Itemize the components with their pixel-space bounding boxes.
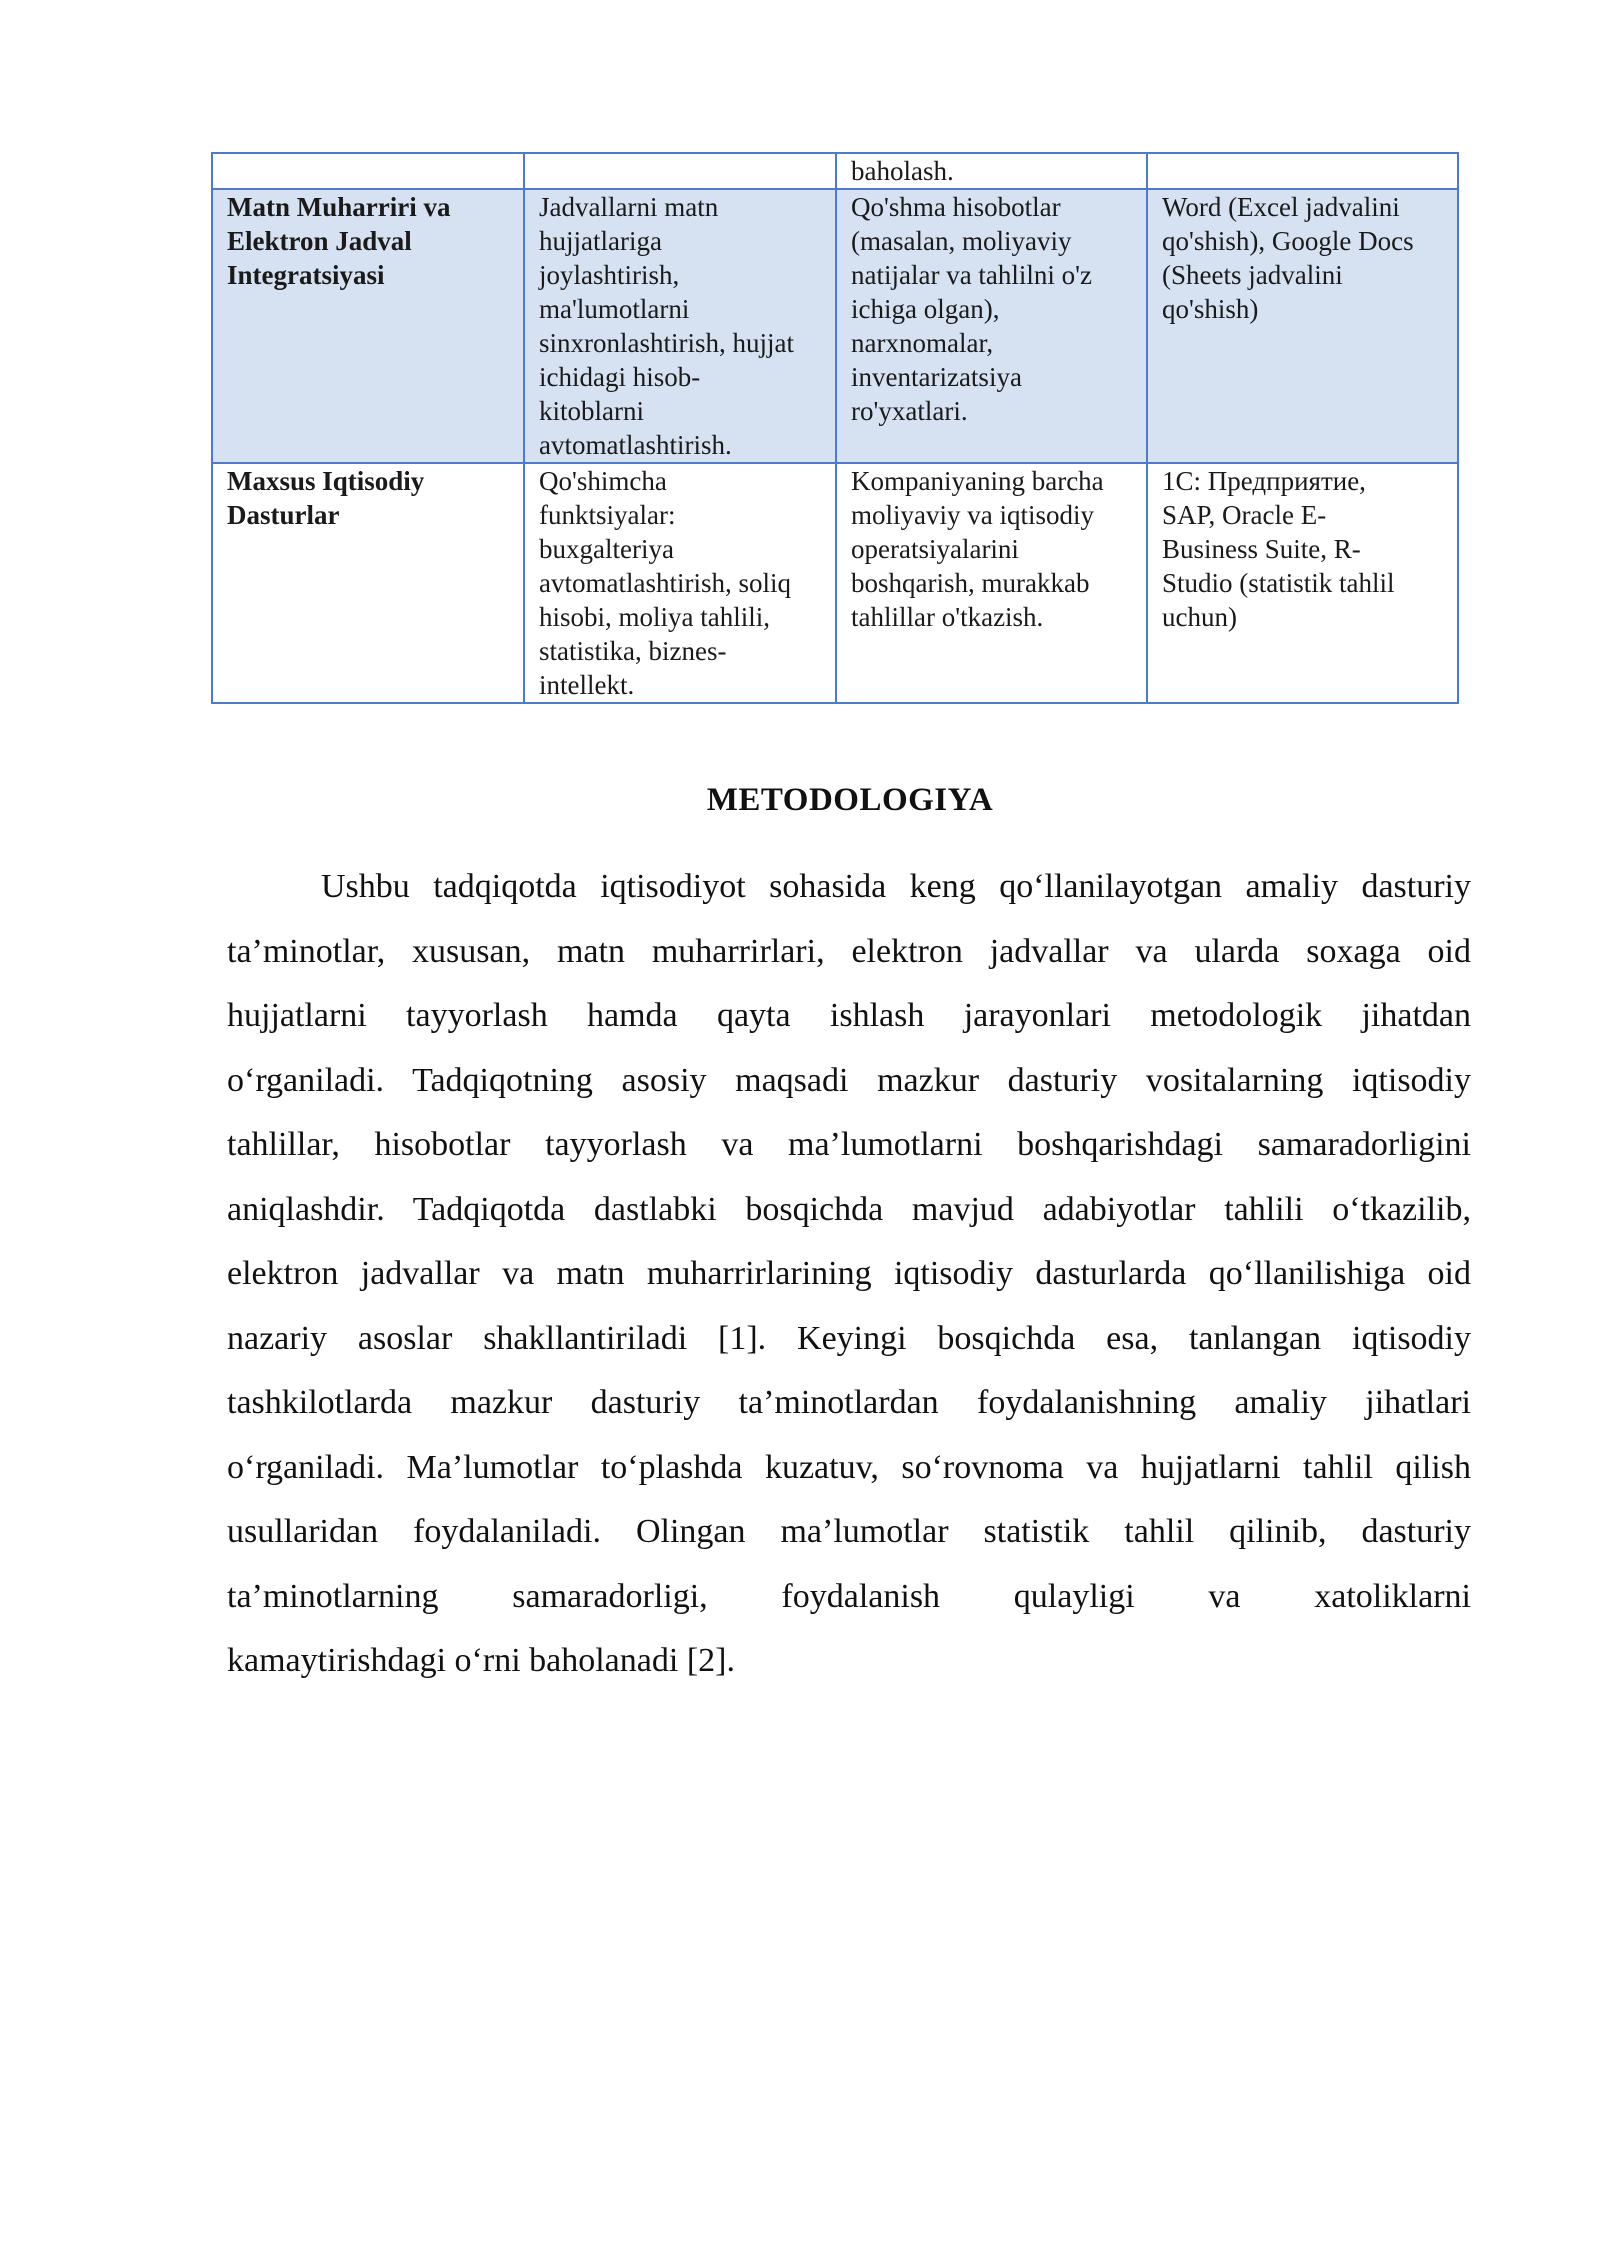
cell-text-line: Matn Muharriri va [227,192,451,222]
paragraph-line: o‘rganiladi. Ma’lumotlar to‘plashda kuzatuv, so‘rovnoma va hujjatlarni tahlil qilish [227,1448,1471,1486]
table-cell-category [212,463,524,703]
paragraph-line: usullaridan foydalaniladi. Olingan ma’lumotlar statistik tahlil qilinib, dasturiy [227,1513,1471,1550]
cell-text-line: avtomatlashtirish. [539,430,732,460]
cell-text-line: sinxronlashtirish, hujjat [539,328,794,358]
cell-text-line: 1C: Предприятие, [1162,466,1366,496]
cell-text-line: Maxsus Iqtisodiy [227,466,425,496]
paragraph-line: hujjatlarni tayyorlash hamda qayta ishlash jarayonlari metodologik jihatdan [227,997,1471,1034]
cell-text-line: uchun) [1162,602,1237,632]
table-cell [836,153,1147,189]
cell-text-line: qo'shish) [1162,294,1259,324]
cell-text-line: SAP, Oracle E- [1162,500,1327,530]
cell-text-line: qo'shish), Google Docs [1162,226,1414,256]
cell-text-line: ichidagi hisob- [539,362,701,392]
cell-text-line: moliyaviy va iqtisodiy [851,500,1094,530]
table-cell [836,189,1147,463]
cell-text-line: Qo'shimcha [539,466,667,496]
cell-text-line: ichiga olgan), [851,294,1000,324]
paragraph-line: elektron jadvallar va matn muharrirlarining iqtisodiy dasturlarda qo‘llanilishiga oid [227,1255,1471,1292]
cell-text-line: (Sheets jadvalini [1162,260,1343,290]
paragraph-line: nazariy asoslar shakllantiriladi [1]. Keyingi bosqichda esa, tanlangan iqtisodiy [227,1319,1471,1357]
table-cell [1147,463,1458,703]
paragraph-line: tahlillar, hisobotlar tayyorlash va ma’lumotlarni boshqarishdagi samaradorligini [227,1126,1471,1163]
table-row [212,189,1458,463]
cell-text-line: Dasturlar [227,500,340,530]
cell-text-line: Word (Excel jadvalini [1162,192,1400,222]
paragraph-line: tashkilotlarda mazkur dasturiy ta’minotlardan foydalanishning amaliy jihatlari [227,1384,1471,1421]
table-cell [524,463,836,703]
cell-text-line: kitoblarni [539,396,644,426]
methodology-paragraph [227,859,1471,1698]
cell-text-line: ro'yxatlari. [851,396,968,426]
paragraph-line: ta’minotlarning samaradorligi, foydalanish qulayligi va xatoliklarni [227,1577,1471,1615]
cell-text-line: Elektron Jadval [227,226,412,256]
cell-text-line: (masalan, moliyaviy [851,226,1072,256]
cell-text-line: operatsiyalarini [851,534,1019,564]
paragraph-line: aniqlashdir. Tadqiqotda dastlabki bosqichda mavjud adabiyotlar tahlili o‘tkazilib, [227,1190,1471,1228]
table-cell [1147,153,1458,189]
cell-text-line: hujjatlariga [539,226,662,256]
cell-text-line: buxgalteriya [539,534,674,564]
cell-text-line: baholash. [851,156,954,186]
section-heading: METODOLOGIYA [706,782,994,818]
cell-text-line: hisobi, moliya tahlili, [539,602,770,632]
cell-text-line: Jadvallarni matn [539,192,719,222]
table-cell-category [212,189,524,463]
cell-text-line: tahlillar o'tkazish. [851,602,1044,632]
cell-text-line: Kompaniyaning barcha [851,466,1104,496]
cell-text-line: boshqarish, murakkab [851,568,1090,598]
table-cell [836,463,1147,703]
paragraph-line: kamaytirishdagi o‘rni baholanadi [2]. [227,1642,735,1679]
cell-text-line: statistika, biznes- [539,636,727,666]
paragraph-line: Ushbu tadqiqotda iqtisodiyot sohasida keng qo‘llanilayotgan amaliy dasturiy [321,868,1471,905]
table-cell [524,153,836,189]
cell-text-line: Qo'shma hisobotlar [851,192,1061,222]
table-cell-category [212,153,524,189]
table-body [212,153,1458,703]
software-comparison-table [211,152,1459,704]
cell-text-line: Integratsiyasi [227,260,385,290]
cell-text-line: ma'lumotlarni [539,294,690,324]
cell-text-line: intellekt. [539,670,635,700]
cell-text-line: joylashtirish, [539,260,680,290]
table-cell [1147,189,1458,463]
cell-text-line: avtomatlashtirish, soliq [539,568,791,598]
cell-text-line: inventarizatsiya [851,362,1022,392]
table-row [212,153,1458,189]
cell-text-line: funktsiyalar: [539,500,676,530]
table-cell [524,189,836,463]
cell-text-line: Studio (statistik tahlil [1162,568,1395,598]
paragraph-line: ta’minotlar, xususan, matn muharrirlari, elektron jadvallar va ularda soxaga oid [227,932,1471,970]
cell-text-line: narxnomalar, [851,328,994,358]
paragraph-line: o‘rganiladi. Tadqiqotning asosiy maqsadi mazkur dasturiy vositalarning iqtisodiy [227,1061,1471,1099]
cell-text-line: Business Suite, R- [1162,534,1361,564]
cell-text-line: natijalar va tahlilni o'z [851,260,1093,290]
table-row [212,463,1458,703]
